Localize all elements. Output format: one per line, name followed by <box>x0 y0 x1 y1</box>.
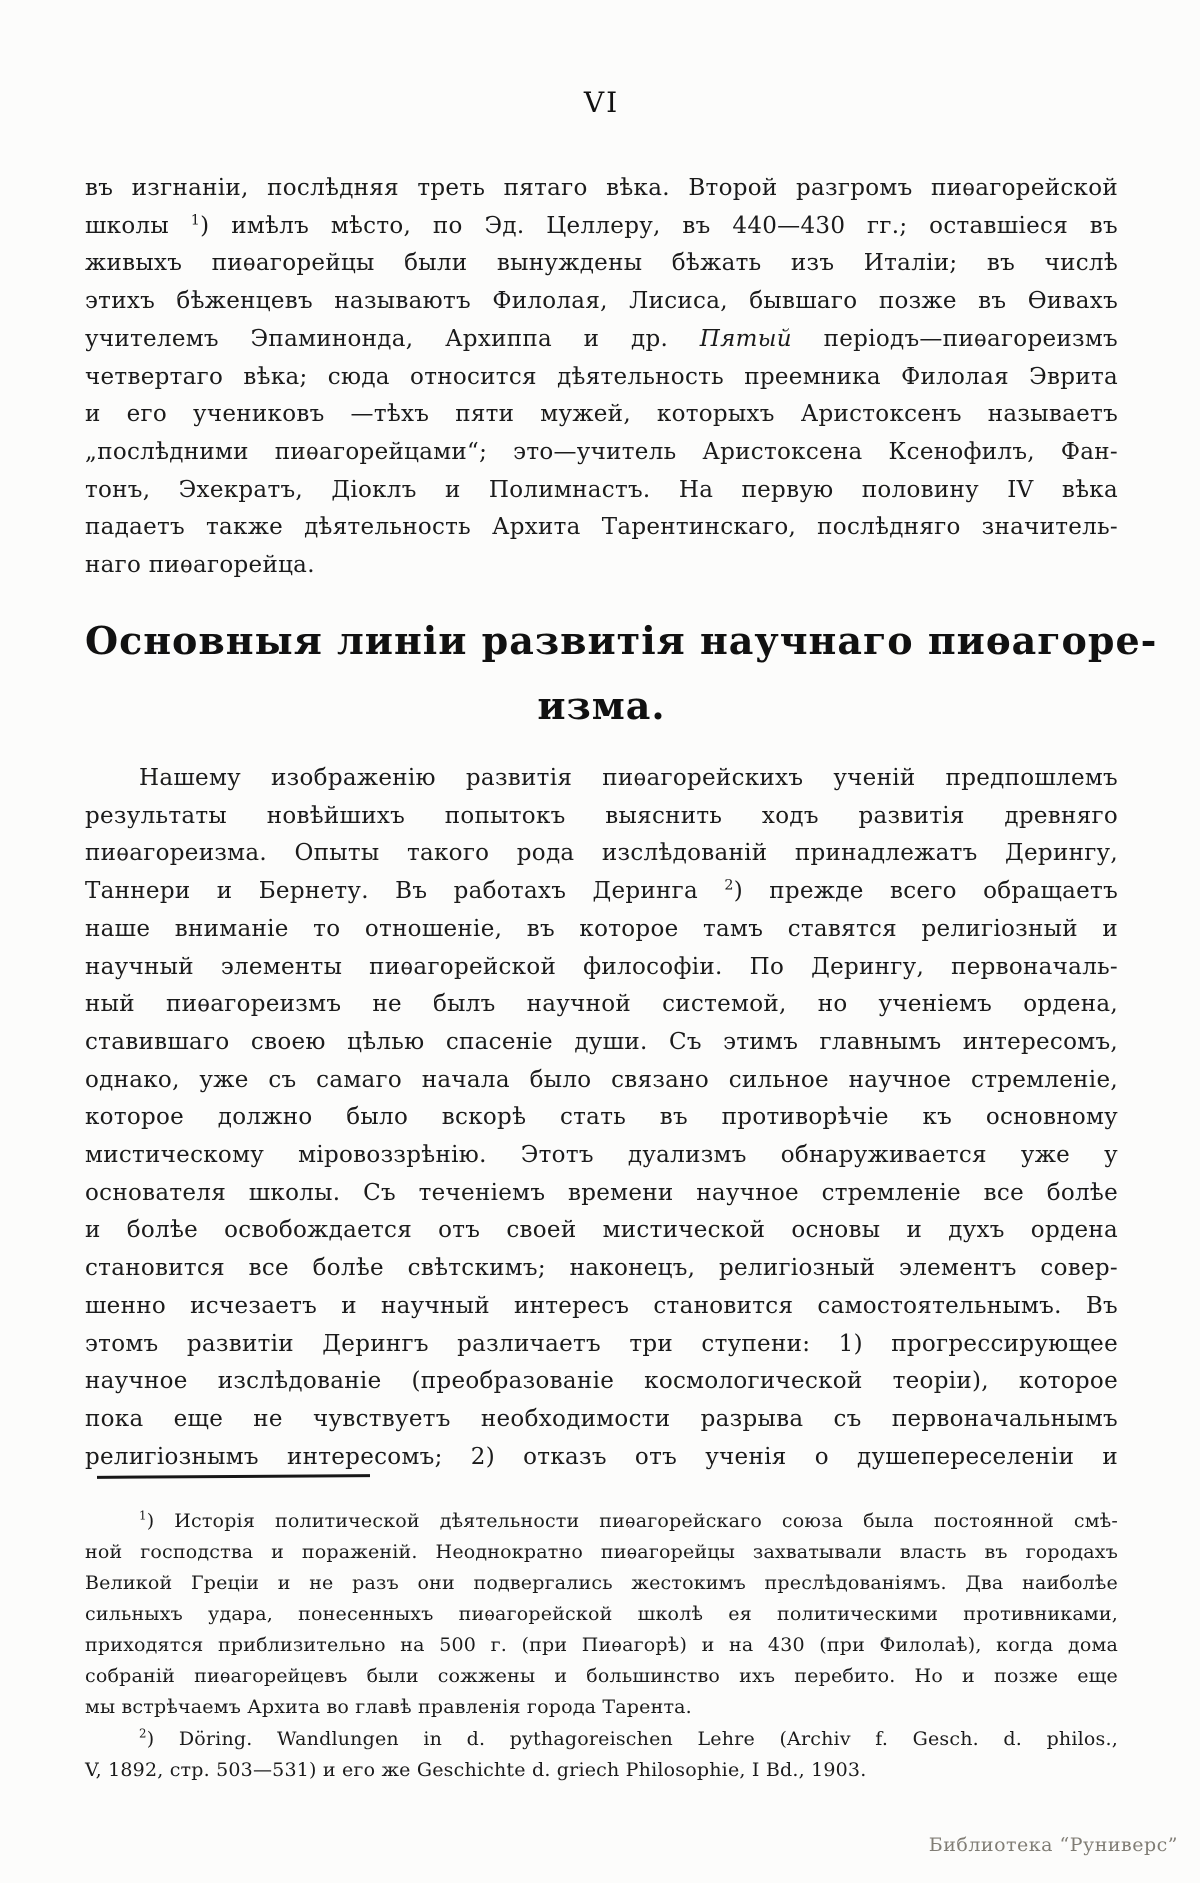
text-line: наго пиѳагорейца. <box>85 552 315 579</box>
text-line: пока еще не чувствуетъ необходимости разрыва съ первоначальнымъ <box>85 1405 1118 1432</box>
footnote-separator <box>97 1474 370 1479</box>
text-line: Великой Греціи и не разъ они подвергались жестокимъ преслѣдованіямъ. Два наиболѣе <box>85 1572 1118 1594</box>
text-line: „послѣдними пиѳагорейцами“; это—учитель Аристоксена Ксенофилъ, Фан- <box>85 438 1118 465</box>
text-line: основателя школы. Съ теченіемъ времени научное стремленіе все болѣе <box>85 1179 1118 1206</box>
text-line: научное изслѣдованіе (преобразованіе космологической теоріи), которое <box>85 1368 1118 1395</box>
text-line: живыхъ пиѳагорейцы были вынуждены бѣжать изъ Италіи; въ числѣ <box>85 250 1118 277</box>
text-line: и его учениковъ —тѣхъ пяти мужей, которыхъ Аристоксенъ называетъ <box>85 401 1118 428</box>
footnotes-section <box>85 1506 1118 1786</box>
text-line: падаетъ также дѣятельность Архита Тарентинскаго, послѣдняго значитель- <box>85 514 1118 541</box>
section-heading-line-1: Основныя линіи развитія научнаго пиѳагоре- <box>85 618 1158 663</box>
text-line: мистическому міровоззрѣнію. Этотъ дуализмъ обнаруживается уже у <box>85 1142 1118 1169</box>
text-line: въ изгнаніи, послѣдняя треть пятаго вѣка. Второй разгромъ пиѳагорейской <box>85 175 1118 201</box>
text-line: сильныхъ удара, понесенныхъ пиѳагорейской школѣ ея политическими противниками, <box>85 1603 1118 1625</box>
section-heading-line-2: изма. <box>537 683 666 728</box>
text-line: ставившаго своею цѣлью спасеніе души. Съ этимъ главнымъ интересомъ, <box>85 1028 1118 1055</box>
text-line: ный пиѳагореизмъ не былъ научной системой, но ученіемъ ордена, <box>85 991 1118 1018</box>
text-line: $^2$) Döring. Wandlungen in d. pythagoreischen Lehre (Archiv f. Gesch. d. philos., <box>139 1726 1118 1750</box>
text-line: этомъ развитіи Дерингъ различаетъ три ступени: 1) прогрессирующее <box>85 1330 1118 1357</box>
text-line: становится все болѣе свѣтскимъ; наконецъ, религіозный элементъ совер- <box>85 1255 1118 1282</box>
opening-paragraph <box>85 170 1118 585</box>
page-number: VI <box>583 86 620 119</box>
footnote-1 <box>85 1506 1118 1723</box>
text-line: тонъ, Эхекратъ, Діоклъ и Полимнастъ. На первую половину IV вѣка <box>85 476 1118 503</box>
text-line: наше вниманіе то отношеніе, въ которое тамъ ставятся религіозный и <box>85 915 1118 942</box>
library-watermark: Библиотека “Руниверс” <box>928 1834 1178 1856</box>
text-line: школы $^1$) имѣлъ мѣсто, по Эд. Целлеру, въ 440—430 гг.; оставшіеся въ <box>85 212 1118 239</box>
text-line: Таннери и Бернету. Въ работахъ Деринга $^2$) прежде всего обращаетъ <box>85 877 1119 905</box>
text-line: научный элементы пиѳагорейской философіи. По Дерингу, первоначаль- <box>85 953 1118 980</box>
text-line: $^1$) Исторія политической дѣятельности пиѳагорейскаго союза была постоянной смѣ- <box>139 1508 1118 1532</box>
text-line: однако, уже съ самаго начала было связано сильное научное стремленіе, <box>85 1066 1118 1093</box>
body-paragraph <box>85 760 1118 1476</box>
text-line: учителемъ Эпаминонда, Архиппа и др. Пятый періодъ—пиѳагореизмъ <box>85 325 1118 352</box>
text-line: ной господства и пораженій. Неоднократно пиѳагорейцы захватывали власть въ городахъ <box>85 1541 1118 1563</box>
text-line: пиѳагореизма. Опыты такого рода изслѣдованій принадлежатъ Дерингу, <box>85 840 1118 867</box>
text-line: которое должно было вскорѣ стать въ противорѣчіе къ основному <box>85 1104 1118 1131</box>
text-line: шенно исчезаетъ и научный интересъ становится самостоятельнымъ. Въ <box>85 1292 1118 1319</box>
text-line: мы встрѣчаемъ Архита во главѣ правленія города Тарента. <box>85 1696 692 1718</box>
text-line: V, 1892, стр. 503—531) и его же Geschichte d. griech Philosophie, I Bd., 1903. <box>85 1759 867 1781</box>
text-line: результаты новѣйшихъ попытокъ выяснить ходъ развитія древняго <box>85 802 1118 829</box>
text-line: приходятся приблизительно на 500 г. (при Пиѳагорѣ) и на 430 (при Филолаѣ), когда дома <box>85 1634 1118 1656</box>
text-line: этихъ бѣженцевъ называютъ Филолая, Лисиса, бывшаго позже въ Ѳивахъ <box>85 288 1118 315</box>
text-line: четвертаго вѣка; сюда относится дѣятельность преемника Филолая Эврита <box>85 363 1118 390</box>
footnote-2 <box>85 1724 1118 1786</box>
text-line: и болѣе освобождается отъ своей мистической основы и духъ ордена <box>85 1217 1118 1244</box>
section-heading <box>85 608 1158 738</box>
text-line: Нашему изображенію развитія пиѳагорейскихъ ученій предпошлемъ <box>139 765 1118 791</box>
text-line: собраній пиѳагорейцевъ были сожжены и большинство ихъ перебито. Но и позже еще <box>85 1665 1118 1687</box>
text-line: религіознымъ интересомъ; 2) отказъ отъ ученія о душепереселеніи и <box>85 1443 1118 1470</box>
